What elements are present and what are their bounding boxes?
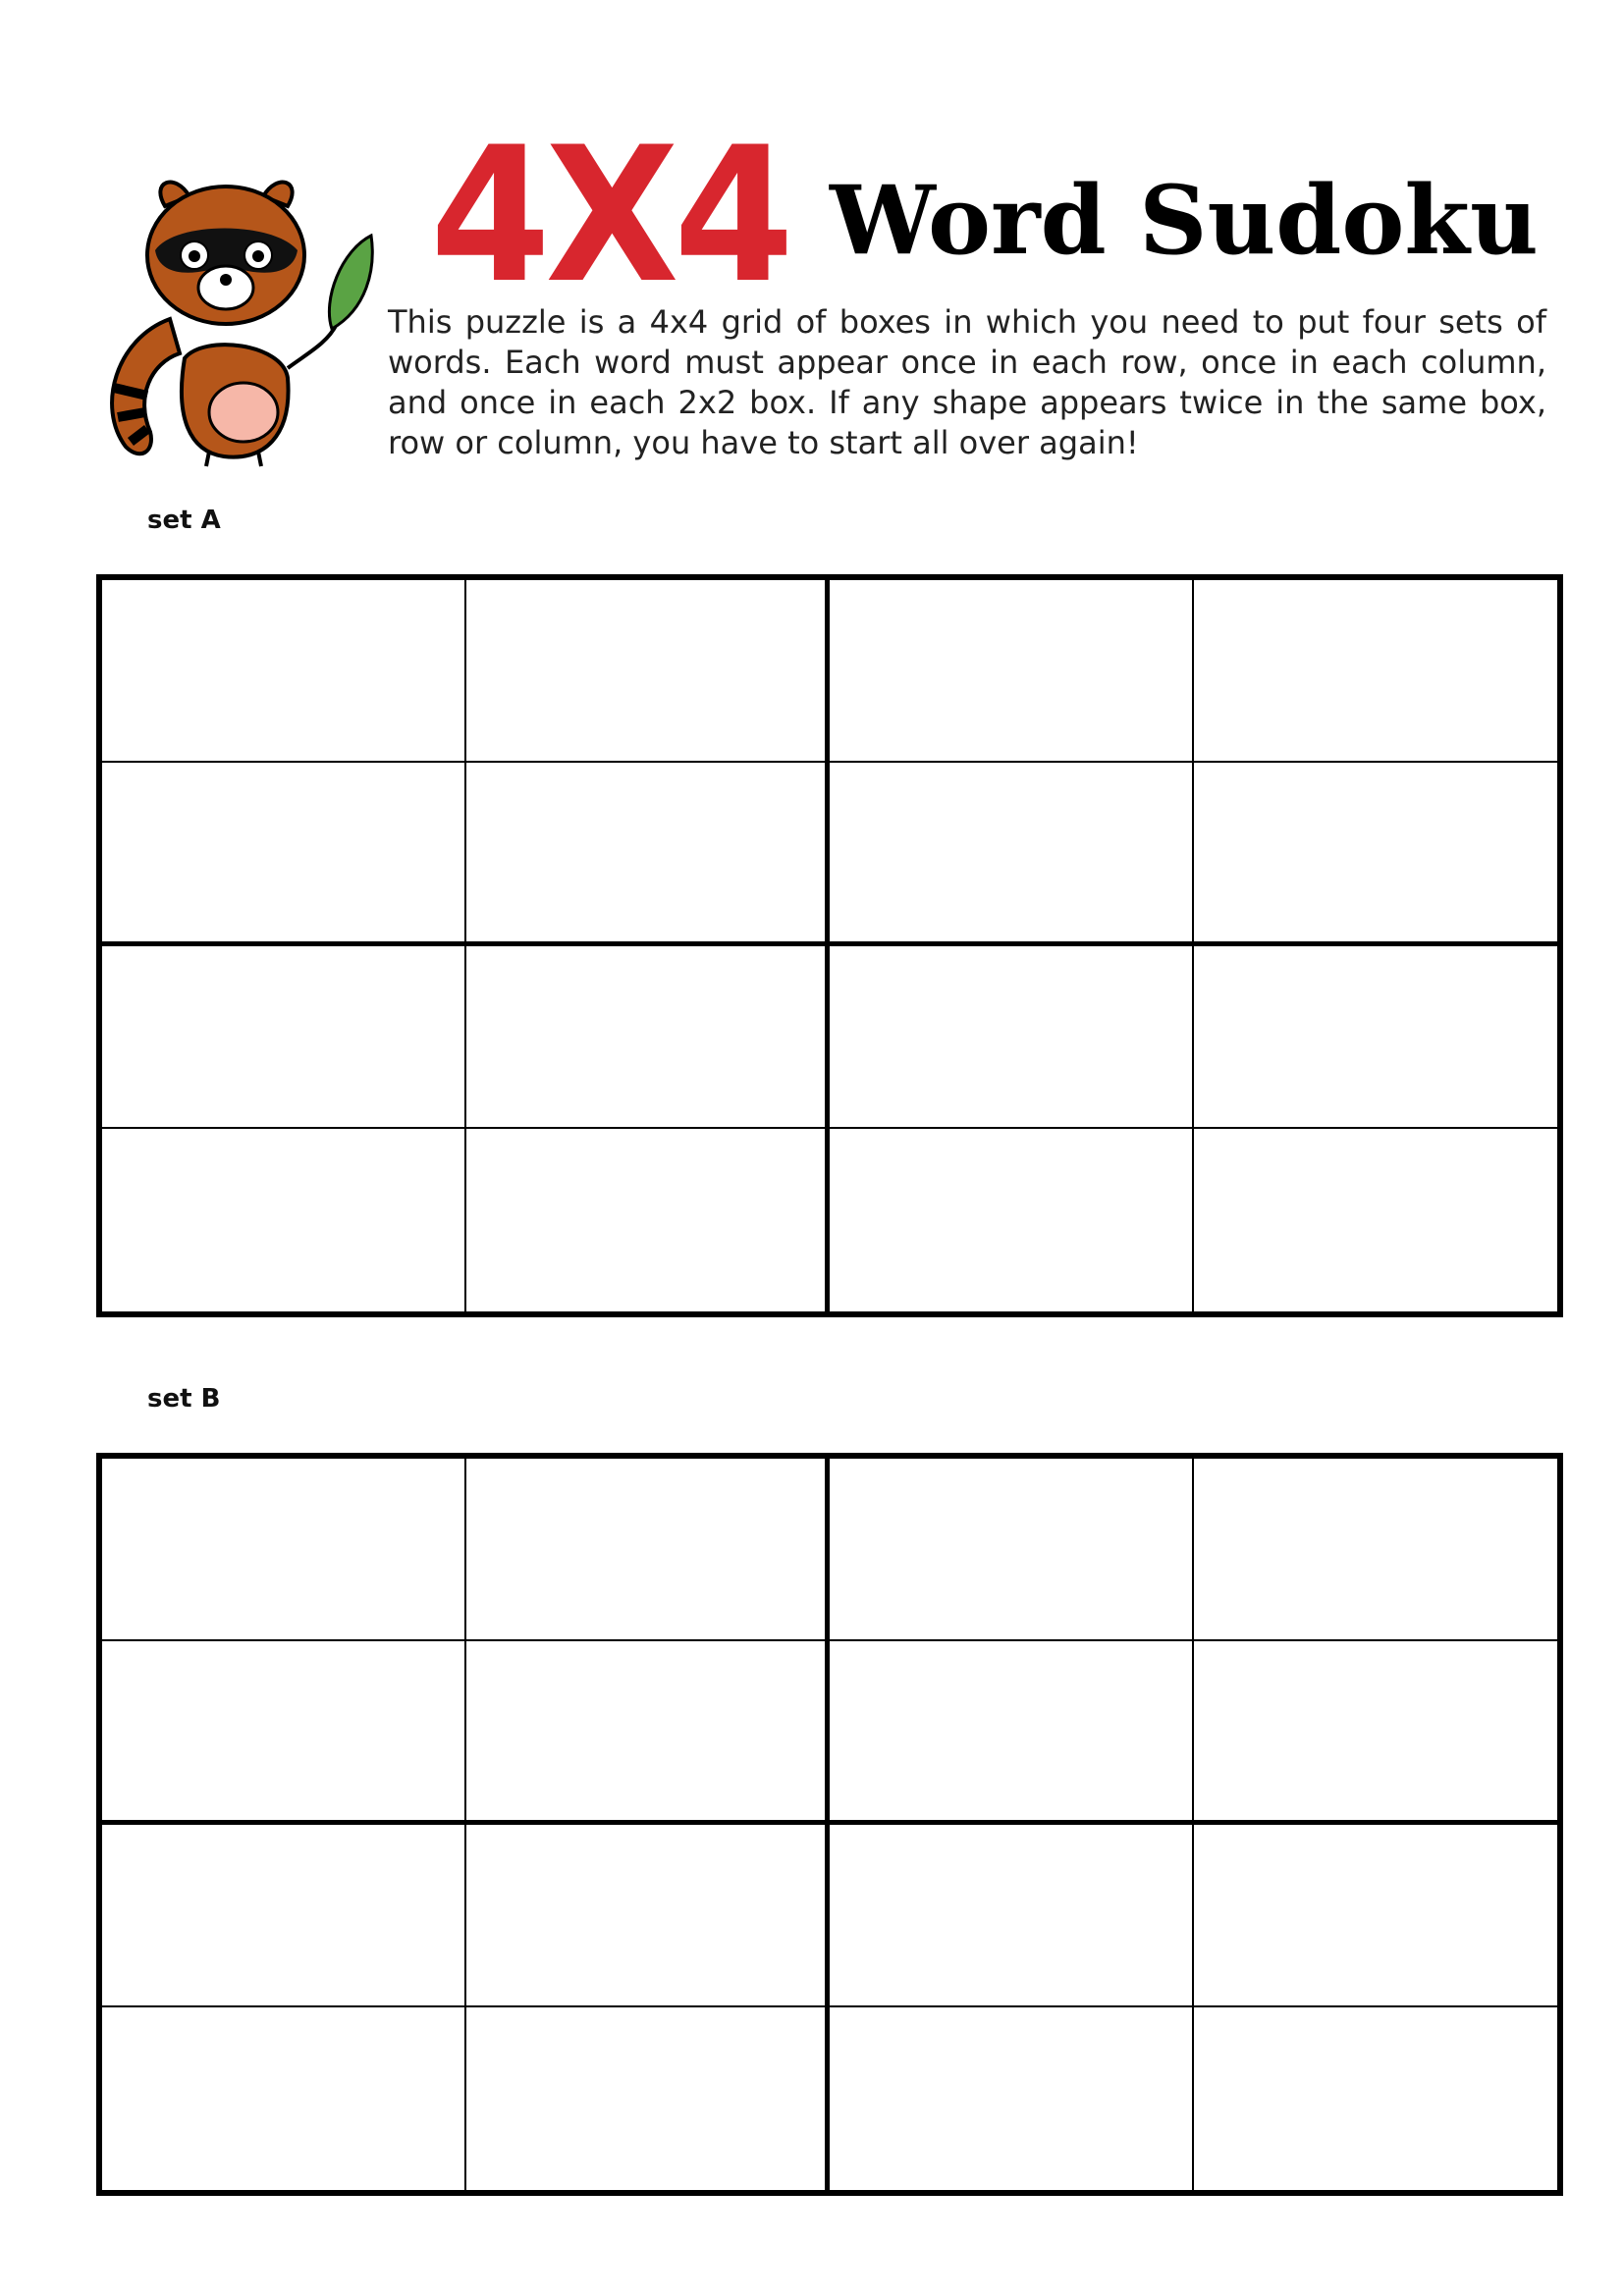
instructions-text: This puzzle is a 4x4 grid of boxes in which you need to put four sets of words. Each word must appear once in each row, once in each column, and once in each 2x2 box. If any shape appears twice in the same box, row or column, you have to start all over again! — [388, 303, 1546, 461]
grid-cell[interactable] — [102, 946, 466, 1129]
grid-cell[interactable] — [102, 2007, 466, 2190]
grid-cell[interactable] — [830, 1129, 1194, 1311]
set-b-label: set B — [147, 1384, 221, 1414]
grid-cell[interactable] — [466, 1459, 831, 1641]
grid-cell[interactable] — [102, 1129, 466, 1311]
grid-cell[interactable] — [1194, 1641, 1558, 1824]
grid-cell[interactable] — [466, 580, 831, 763]
grid-cell[interactable] — [466, 1129, 831, 1311]
grid-cell[interactable] — [1194, 763, 1558, 945]
grid-cell[interactable] — [466, 1825, 831, 2007]
grid-cell[interactable] — [830, 580, 1194, 763]
sudoku-grid-set-b — [96, 1453, 1563, 2196]
grid-cell[interactable] — [830, 2007, 1194, 2190]
title-4x4: 4X4 — [430, 107, 789, 324]
grid-cell[interactable] — [466, 763, 831, 945]
grid-cell[interactable] — [466, 1641, 831, 1824]
grid-cell[interactable] — [102, 580, 466, 763]
grid-cell[interactable] — [1194, 1459, 1558, 1641]
grid-cell[interactable] — [466, 946, 831, 1129]
set-a-label: set A — [147, 506, 221, 535]
grid-cell[interactable] — [1194, 1129, 1558, 1311]
grid-cell[interactable] — [830, 1641, 1194, 1824]
grid-cell[interactable] — [1194, 1825, 1558, 2007]
grid-cell[interactable] — [102, 1459, 466, 1641]
grid-cell[interactable] — [102, 1641, 466, 1824]
grid-cell[interactable] — [102, 763, 466, 945]
grid-cell[interactable] — [830, 946, 1194, 1129]
grid-cell[interactable] — [102, 1825, 466, 2007]
grid-cell[interactable] — [830, 1459, 1194, 1641]
grid-cell[interactable] — [1194, 946, 1558, 1129]
grid-cell[interactable] — [466, 2007, 831, 2190]
grid-cell[interactable] — [1194, 2007, 1558, 2190]
sudoku-grid-set-a — [96, 574, 1563, 1317]
raccoon-icon — [96, 172, 391, 471]
grid-cell[interactable] — [1194, 580, 1558, 763]
grid-cell[interactable] — [830, 1825, 1194, 2007]
grid-cell[interactable] — [830, 763, 1194, 945]
page-title: Word Sudoku — [830, 165, 1539, 276]
